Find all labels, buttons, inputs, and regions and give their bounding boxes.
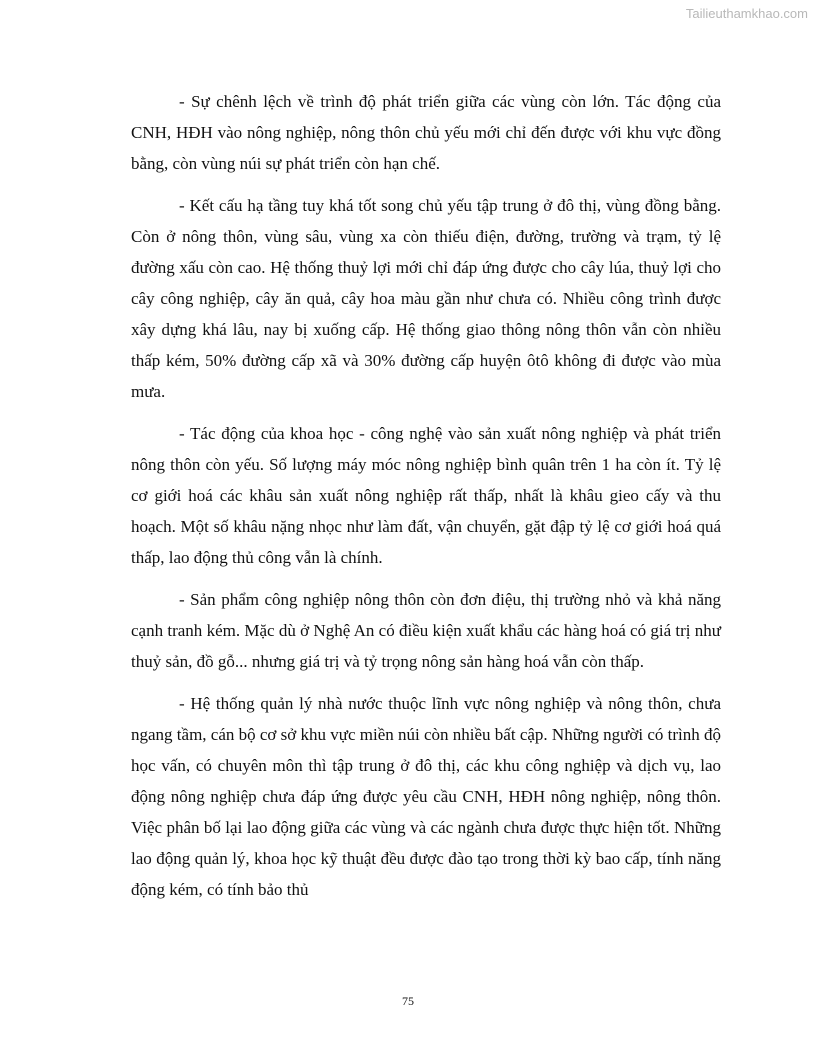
page-number: 75 bbox=[402, 994, 414, 1008]
paragraph-infrastructure: - Kết cấu hạ tầng tuy khá tốt song chủ yếu tập trung ở đô thị, vùng đồng bằng. Còn ở nông thôn, vùng sâu, vùng xa còn thiếu điện, đường, trường và trạm, tỷ lệ đường xấu còn cao. Hệ thống thuỷ lợi mới chỉ đáp ứng được cho cây lúa, thuỷ lợi cho cây công nghiệp, cây ăn quả, cây hoa màu gần như chưa có. Nhiều công trình được xây dựng khá lâu, nay bị xuống cấp. Hệ thống giao thông nông thôn vẫn còn nhiều thấp kém, 50% đường cấp xã và 30% đường cấp huyện ôtô không đi được vào mùa mưa. bbox=[131, 196, 721, 401]
document-body bbox=[131, 86, 721, 916]
paragraph-regional-gap: - Sự chênh lệch về trình độ phát triển giữa các vùng còn lớn. Tác động của CNH, HĐH vào nông nghiệp, nông thôn chủ yếu mới chỉ đến được với khu vực đồng bằng, còn vùng núi sự phát triển còn hạn chế. bbox=[131, 92, 721, 173]
paragraph-state-management: - Hệ thống quản lý nhà nước thuộc lĩnh vực nông nghiệp và nông thôn, chưa ngang tầm, cán bộ cơ sở khu vực miền núi còn nhiều bất cập. Những người có trình độ học vấn, có chuyên môn thì tập trung ở đô thị, các khu công nghiệp và dịch vụ, lao động nông nghiệp chưa đáp ứng được yêu cầu CNH, HĐH nông nghiệp, nông thôn. Việc phân bố lại lao động giữa các vùng và các ngành chưa được thực hiện tốt. Những lao động quản lý, khoa học kỹ thuật đều được đào tạo trong thời kỳ bao cấp, tính năng động kém, có tính bảo thủ bbox=[131, 694, 721, 899]
watermark: Tailieuthamkhao.com bbox=[685, 6, 808, 21]
paragraph-science-technology: - Tác động của khoa học - công nghệ vào sản xuất nông nghiệp và phát triển nông thôn còn yếu. Số lượng máy móc nông nghiệp bình quân trên 1 ha còn ít. Tỷ lệ cơ giới hoá các khâu sản xuất nông nghiệp rất thấp, nhất là khâu gieo cấy và thu hoạch. Một số khâu nặng nhọc như làm đất, vận chuyển, gặt đập tỷ lệ cơ giới hoá quá thấp, lao động thủ công vẫn là chính. bbox=[131, 424, 721, 567]
paragraph-rural-industry-products: - Sản phẩm công nghiệp nông thôn còn đơn điệu, thị trường nhỏ và khả năng cạnh tranh kém. Mặc dù ở Nghệ An có điều kiện xuất khẩu các hàng hoá có giá trị như thuỷ sản, đồ gỗ... nhưng giá trị và tỷ trọng nông sản hàng hoá vẫn còn thấp. bbox=[131, 590, 721, 671]
